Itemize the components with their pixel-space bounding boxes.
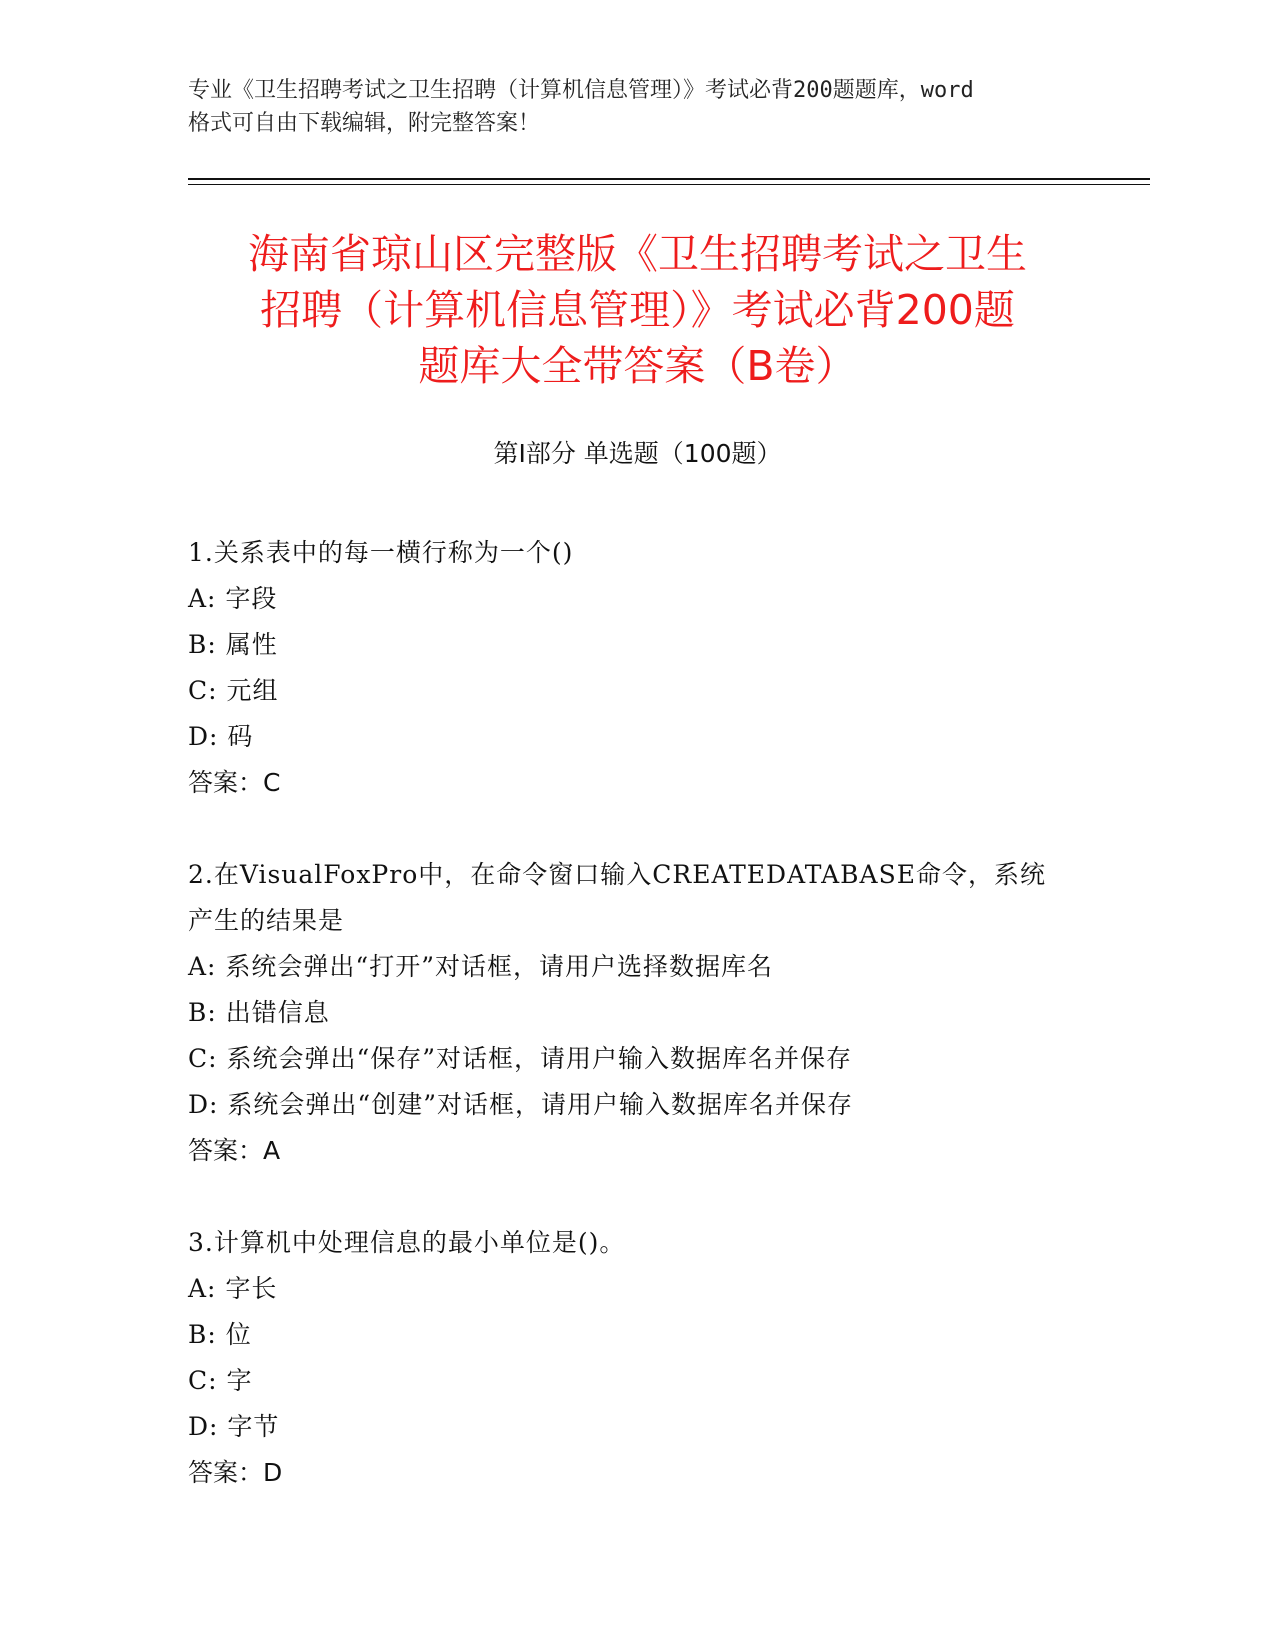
option-b: B: 出错信息 [188,998,330,1027]
question-stem: 2.在VisualFoxPro中，在命令窗口输入CREATEDATABASE命令，系统 [188,860,1046,889]
header-note [188,74,1088,140]
option-c: C: 元组 [188,676,279,705]
answer: 答案：D [188,1458,283,1487]
question-3 [188,1220,1088,1496]
option-a: A: 字段 [188,584,278,613]
option-b: B: 属性 [188,630,278,659]
document-title [150,226,1125,394]
question-stem: 1.关系表中的每一横行称为一个() [188,538,574,567]
option-a: A: 字长 [188,1274,278,1303]
option-d: D: 码 [188,722,254,751]
option-c: C: 字 [188,1366,253,1395]
document-title-line-1: 海南省琼山区完整版《卫生招聘考试之卫生 [248,230,1027,278]
document-title-line-2: 招聘（计算机信息管理）》考试必背200题 [260,286,1015,334]
option-b: B: 位 [188,1320,252,1349]
option-c: C: 系统会弹出“保存”对话框，请用户输入数据库名并保存 [188,1044,853,1073]
section-title: 第Ⅰ部分 单选题（100题） [493,439,782,468]
question-1 [188,530,1088,806]
question-stem-continued: 产生的结果是 [188,906,345,935]
option-d: D: 字节 [188,1412,280,1441]
question-2 [188,852,1088,1174]
header-note-line-1: 专业《卫生招聘考试之卫生招聘（计算机信息管理）》考试必背200题题库，word [188,78,974,103]
option-d: D: 系统会弹出“创建”对话框，请用户输入数据库名并保存 [188,1090,853,1119]
question-stem: 3.计算机中处理信息的最小单位是()。 [188,1228,626,1257]
question-list [188,530,1088,1542]
option-a: A: 系统会弹出“打开”对话框，请用户选择数据库名 [188,952,773,981]
answer: 答案：C [188,768,281,797]
document-title-line-3: 题库大全带答案（B卷） [418,342,857,390]
answer: 答案：A [188,1136,281,1165]
header-rule-thick [188,178,1150,180]
header-rule-thin [188,184,1150,185]
header-note-line-2: 格式可自由下载编辑，附完整答案！ [188,111,541,136]
